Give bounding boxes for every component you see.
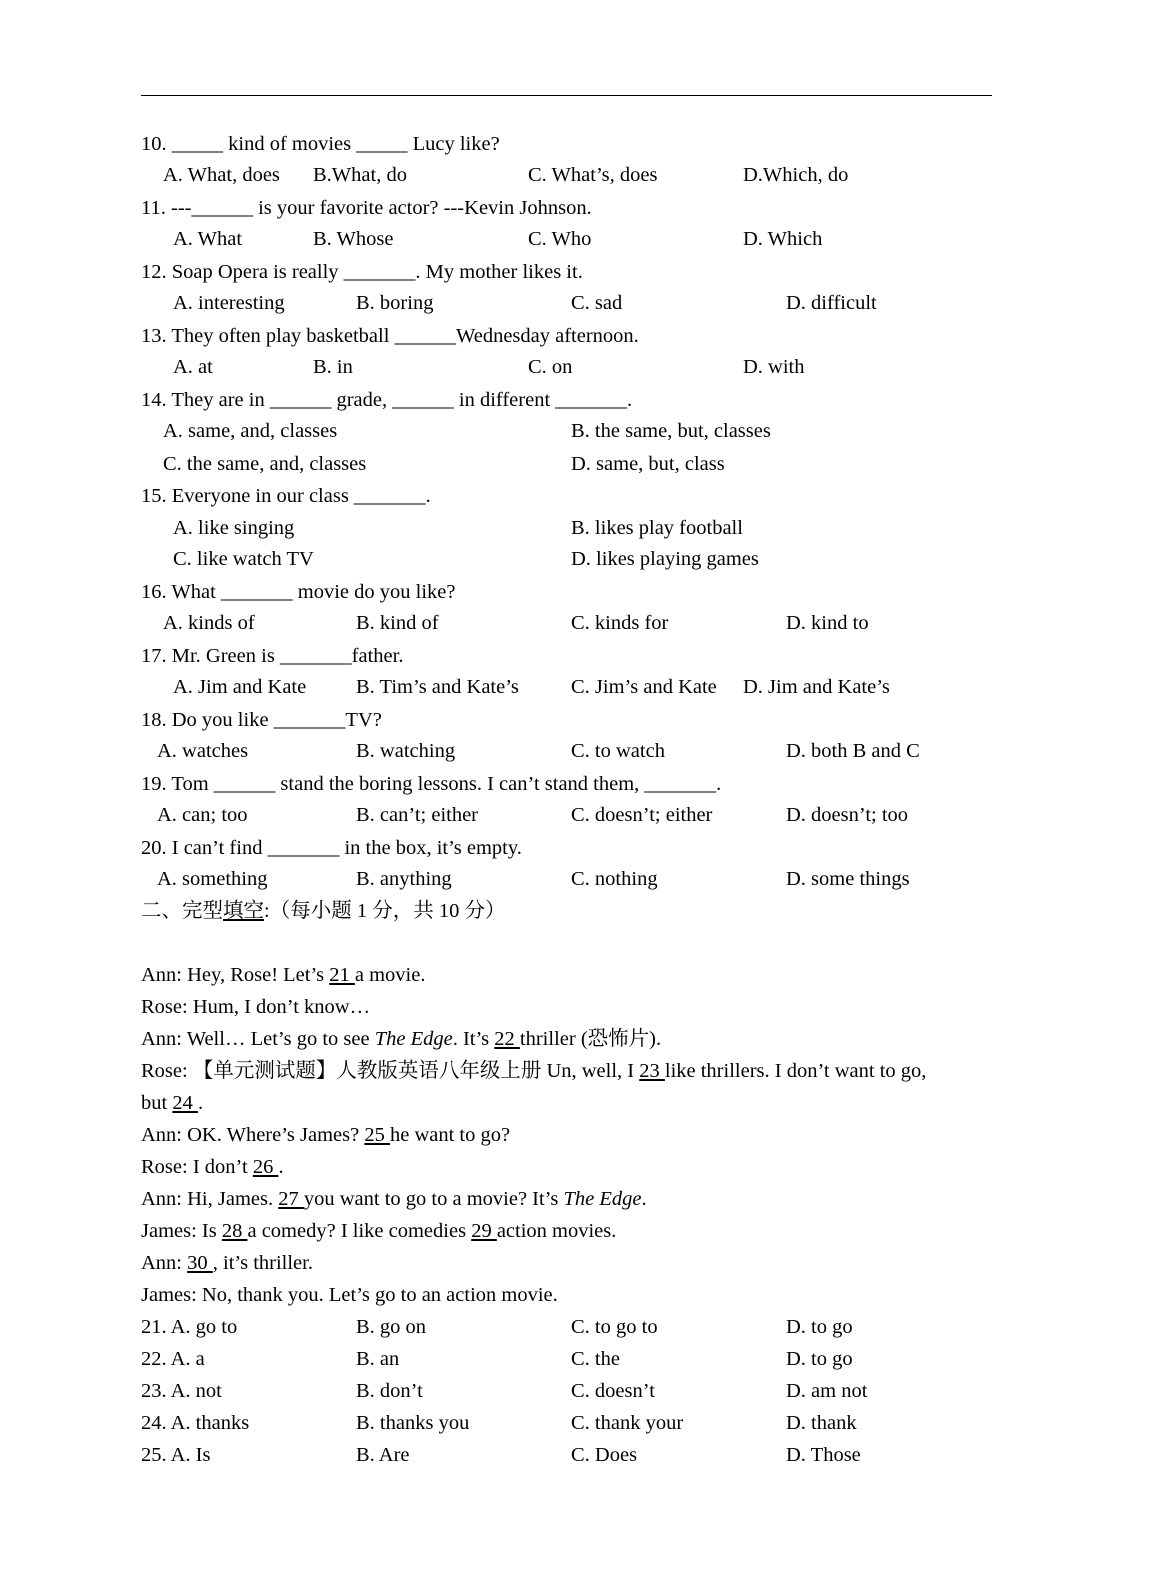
option: C. like watch TV [173,548,314,570]
cloze-option: 22. A. a [141,1348,205,1370]
cloze-option: C. the [571,1348,620,1370]
blank: 23 [639,1060,665,1082]
cloze-option: 23. A. not [141,1380,222,1402]
cloze-option: 21. A. go to [141,1316,238,1338]
header-rule [141,95,992,96]
dialogue-line: James: No, thank you. Let’s go to an action movie. [141,1284,558,1306]
option: A. same, and, classes [163,420,338,442]
cloze-option: B. go on [356,1316,427,1338]
blank: 25 [364,1124,390,1146]
question-stem: 11. ---______ is your favorite actor? ---Kevin Johnson. [141,197,592,219]
section-heading: 二、完型填空:（每小题 1 分，共 10 分） [141,900,506,922]
option: A. can; too [157,804,248,826]
option: B. boring [356,292,434,314]
option: B. can’t; either [356,804,479,826]
dialogue-line: Ann: Well… Let’s go to see The Edge. It’s 22 thriller (恐怖片). [141,1028,662,1050]
dialogue-line: Ann: 30 , it’s thriller. [141,1252,313,1274]
option: A. like singing [173,517,295,539]
blank: 28 [221,1220,248,1242]
blank: 29 [471,1220,497,1242]
dialogue-line: Rose: 【单元测试题】人教版英语八年级上册 Un, well, I 23 like thrillers. I don’t want to go, [141,1060,927,1082]
option: A. What, does [163,164,280,186]
option: B. anything [356,868,452,890]
option: C. nothing [571,868,658,890]
cloze-option: 25. A. Is [141,1444,211,1466]
option: D. some things [786,868,910,890]
option: C. Who [528,228,592,250]
cloze-option: B. Are [356,1444,410,1466]
option: C. Jim’s and Kate [571,676,717,698]
option: C. kinds for [571,612,669,634]
option: C. doesn’t; either [571,804,713,826]
cloze-option: 24. A. thanks [141,1412,250,1434]
dialogue-line: but 24 . [141,1092,204,1114]
cloze-option: B. thanks you [356,1412,470,1434]
cloze-option: D. to go [786,1316,853,1338]
option: B. kind of [356,612,439,634]
option: A. watches [157,740,249,762]
option: D. Which [743,228,823,250]
cloze-option: C. thank your [571,1412,684,1434]
option: D. with [743,356,805,378]
question-stem: 18. Do you like _______TV? [141,709,382,731]
option: C. to watch [571,740,665,762]
dialogue-line: Rose: I don’t 26 . [141,1156,284,1178]
cloze-option: D. am not [786,1380,868,1402]
dialogue-line: Ann: Hi, James. 27 you want to go to a movie? It’s The Edge. [141,1188,647,1210]
dialogue-line: James: Is 28 a comedy? I like comedies 29 action movies. [141,1220,617,1242]
cloze-option: C. Does [571,1444,638,1466]
option: D. difficult [786,292,877,314]
cloze-option: B. an [356,1348,400,1370]
option: B. Tim’s and Kate’s [356,676,519,698]
option: D. same, but, class [571,453,725,475]
option: D. both B and C [786,740,920,762]
option: D. kind to [786,612,869,634]
option: B. the same, but, classes [571,420,771,442]
question-stem: 16. What _______ movie do you like? [141,581,456,603]
question-stem: 10. _____ kind of movies _____ Lucy like? [141,133,500,155]
option: D. doesn’t; too [786,804,909,826]
option: A. What [173,228,243,250]
question-stem: 12. Soap Opera is really _______. My mother likes it. [141,261,583,283]
blank: 24 [172,1092,198,1114]
cloze-option: D. Those [786,1444,861,1466]
option: B. watching [356,740,456,762]
dialogue-line: Ann: Hey, Rose! Let’s 21 a movie. [141,964,426,986]
option: D. Jim and Kate’s [743,676,890,698]
question-stem: 14. They are in ______ grade, ______ in different _______. [141,389,633,411]
blank: 21 [329,964,355,986]
question-stem: 13. They often play basketball ______Wednesday afternoon. [141,325,639,347]
option: C. on [528,356,573,378]
cloze-option: D. to go [786,1348,853,1370]
option: A. kinds of [163,612,255,634]
option: A. at [173,356,213,378]
cloze-option: B. don’t [356,1380,423,1402]
option: D.Which, do [743,164,849,186]
blank: 26 [252,1156,279,1178]
option: D. likes playing games [571,548,759,570]
option: A. Jim and Kate [173,676,307,698]
option: B. in [313,356,353,378]
cloze-option: C. doesn’t [571,1380,655,1402]
question-stem: 20. I can’t find _______ in the box, it’s empty. [141,837,522,859]
cloze-option: C. to go to [571,1316,658,1338]
dialogue-line: Rose: Hum, I don’t know… [141,996,371,1018]
option: B. Whose [313,228,394,250]
option: B.What, do [313,164,407,186]
dialogue-line: Ann: OK. Where’s James? 25 he want to go? [141,1124,511,1146]
question-stem: 19. Tom ______ stand the boring lessons. I can’t stand them, _______. [141,773,722,795]
option: C. sad [571,292,623,314]
option: A. something [157,868,268,890]
blank: 27 [278,1188,304,1210]
cloze-option: D. thank [786,1412,857,1434]
blank: 22 [494,1028,520,1050]
question-stem: 15. Everyone in our class _______. [141,485,431,507]
option: B. likes play football [571,517,743,539]
question-stem: 17. Mr. Green is _______father. [141,645,404,667]
option: C. the same, and, classes [163,453,367,475]
option: C. What’s, does [528,164,658,186]
option: A. interesting [173,292,285,314]
blank: 30 [187,1252,213,1274]
